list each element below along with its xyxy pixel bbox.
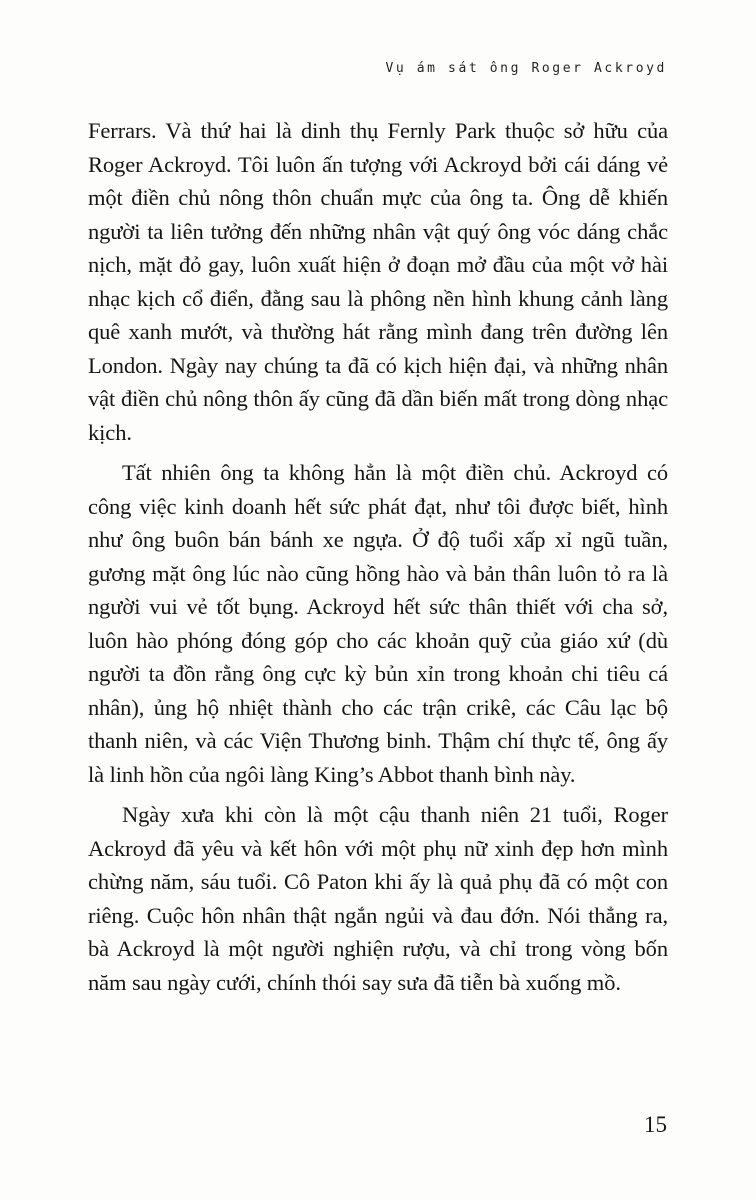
paragraph: Tất nhiên ông ta không hẳn là một điền chủ. Ackroyd có công việc kinh doanh hết sức phát đạt, như tôi được biết, hình như ông buôn bán bánh xe ngựa. Ở độ tuổi xấp xỉ ngũ tuần, gương mặt ông lúc nào cũng hồng hào và bản thân luôn tỏ ra là người vui vẻ tốt bụng. Ackroyd hết sức thân thiết với cha sở, luôn hào phóng đóng góp cho các khoản quỹ của giáo xứ (dù người ta đồn rằng ông cực kỳ bủn xỉn trong khoản chi tiêu cá nhân), ủng hộ nhiệt thành cho các trận crikê, các Câu lạc bộ thanh niên, và các Viện Thương binh. Thậm chí thực tế, ông ấy là linh hồn của ngôi làng King’s Abbot thanh bình này. (88, 460, 668, 787)
paragraph: Ngày xưa khi còn là một cậu thanh niên 21 tuổi, Roger Ackroyd đã yêu và kết hôn với một phụ nữ xinh đẹp hơn mình chừng năm, sáu tuổi. Cô Paton khi ấy là quả phụ đã có một con riêng. Cuộc hôn nhân thật ngắn ngủi và đau đớn. Nói thẳng ra, bà Ackroyd là một người nghiện rượu, và chỉ trong vòng bốn năm sau ngày cưới, chính thói say sưa đã tiễn bà xuống mồ. (88, 802, 668, 995)
page-number: 15 (644, 1112, 667, 1137)
body-text (88, 114, 668, 999)
paragraph: Ferrars. Và thứ hai là dinh thụ Fernly Park thuộc sở hữu của Roger Ackroyd. Tôi luôn ấn tượng với Ackroyd bởi cái dáng vẻ một điền chủ nông thôn chuẩn mực của ông ta. Ông dễ khiến người ta liên tưởng đến những nhân vật quý ông vóc dáng chắc nịch, mặt đỏ gay, luôn xuất hiện ở đoạn mở đầu của một vở hài nhạc kịch cổ điển, đằng sau là phông nền hình khung cảnh làng quê xanh mướt, và thường hát rằng mình đang trên đường lên London. Ngày nay chúng ta đã có kịch hiện đại, và những nhân vật điền chủ nông thôn ấy cũng đã dần biến mất trong dòng nhạc kịch. (88, 118, 668, 445)
running-header: Vụ ám sát ông Roger Ackroyd (385, 61, 667, 76)
